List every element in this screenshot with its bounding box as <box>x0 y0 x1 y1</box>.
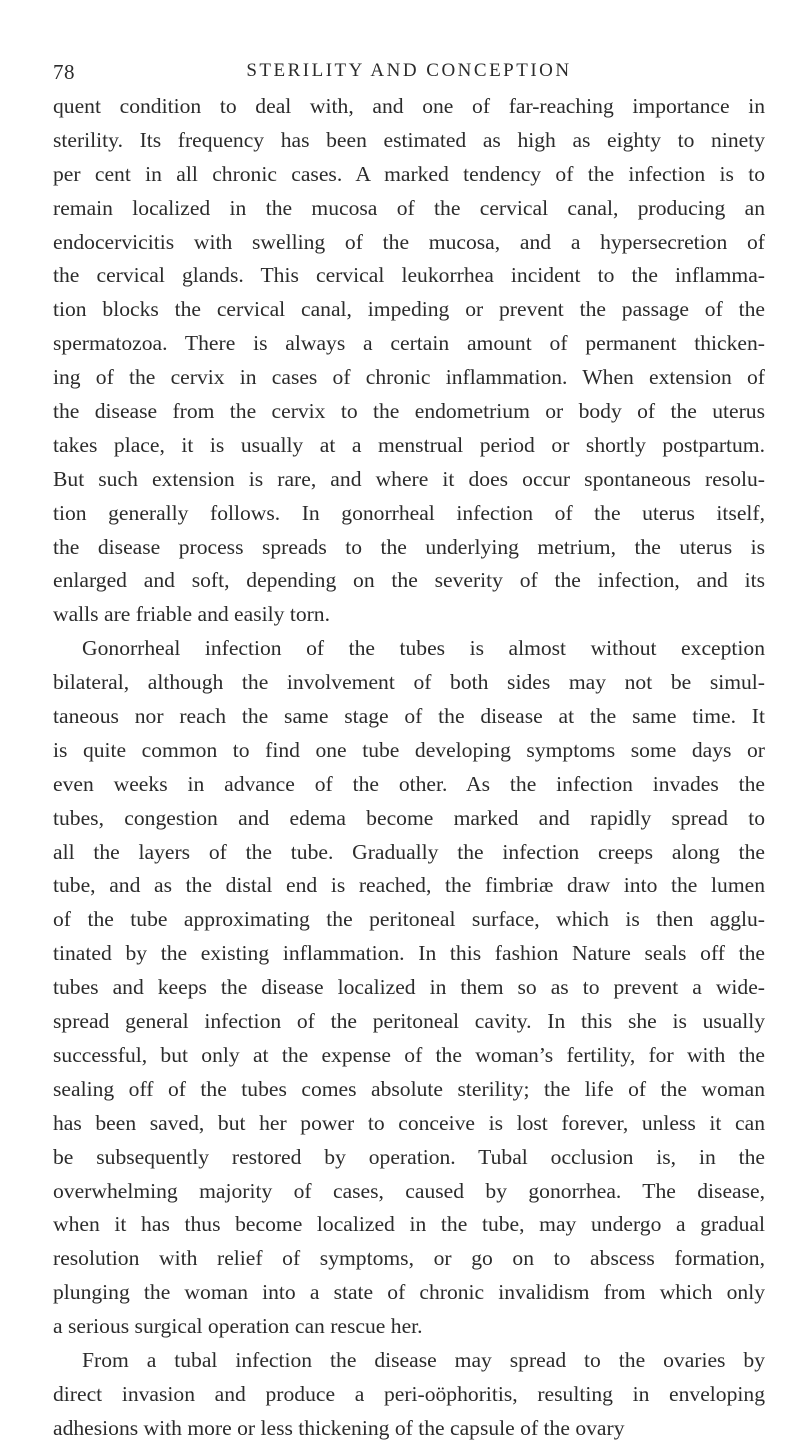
text-line: overwhelming majority of cases, caused by gonorrhea. The disease, <box>53 1178 765 1203</box>
text-line: tion generally follows. In gonorrheal infection of the uterus itself, <box>53 500 765 525</box>
text-line: the disease from the cervix to the endometrium or body of the uterus <box>53 399 765 424</box>
text-line: tinated by the existing inflammation. In this fashion Nature seals off the <box>53 941 765 966</box>
paragraph <box>53 90 765 632</box>
text-line: be subsequently restored by operation. Tubal occlusion is, in the <box>53 1144 765 1169</box>
text-line: sterility. Its frequency has been estimated as high as eighty to ninety <box>53 127 765 152</box>
text-line: the cervical glands. This cervical leukorrhea incident to the inflamma- <box>53 263 765 288</box>
text-line: tube, and as the distal end is reached, the fimbriæ draw into the lumen <box>53 873 765 898</box>
text-line: But such extension is rare, and where it does occur spontaneous resolu- <box>53 466 765 491</box>
page-header <box>53 60 765 90</box>
text-line: spread general infection of the peritoneal cavity. In this she is usually <box>53 1009 765 1034</box>
text-line: plunging the woman into a state of chronic invalidism from which only <box>53 1280 765 1305</box>
book-page <box>53 0 765 1440</box>
text-line: tubes and keeps the disease localized in them so as to prevent a wide- <box>53 975 765 1000</box>
text-line: enlarged and soft, depending on the severity of the infection, and its <box>53 568 765 593</box>
text-line: ing of the cervix in cases of chronic inflammation. When extension of <box>53 365 765 390</box>
page-number: 78 <box>53 60 75 84</box>
text-line: From a tubal infection the disease may spread to the ovaries by <box>82 1347 765 1372</box>
text-line: a serious surgical operation can rescue her. <box>53 1314 423 1339</box>
text-line: takes place, it is usually at a menstrual period or shortly postpartum. <box>53 432 765 457</box>
text-line: resolution with relief of symptoms, or go on to abscess formation, <box>53 1246 765 1271</box>
text-line: Gonorrheal infection of the tubes is almost without exception <box>82 636 765 661</box>
text-line: all the layers of the tube. Gradually the infection creeps along the <box>53 839 765 864</box>
text-line: per cent in all chronic cases. A marked tendency of the infection is to <box>53 161 765 186</box>
text-line: the disease process spreads to the underlying metrium, the uterus is <box>53 534 765 559</box>
running-head: STERILITY AND CONCEPTION <box>246 60 572 81</box>
text-line: even weeks in advance of the other. As the infection invades the <box>53 771 765 796</box>
text-line: direct invasion and produce a peri-oöphoritis, resulting in enveloping <box>53 1381 765 1406</box>
text-line: sealing off of the tubes comes absolute sterility; the life of the woman <box>53 1076 765 1101</box>
text-line: quent condition to deal with, and one of far-reaching importance in <box>53 94 765 118</box>
text-line: bilateral, although the involvement of both sides may not be simul- <box>53 670 765 695</box>
text-line: successful, but only at the expense of the woman’s fertility, for with the <box>53 1042 765 1067</box>
text-line: of the tube approximating the peritoneal surface, which is then agglu- <box>53 907 765 932</box>
text-line: taneous nor reach the same stage of the disease at the same time. It <box>53 704 765 729</box>
text-line: tion blocks the cervical canal, impeding or prevent the passage of the <box>53 297 765 322</box>
paragraph <box>53 632 765 1344</box>
text-line: has been saved, but her power to conceive is lost forever, unless it can <box>53 1110 765 1135</box>
text-line: spermatozoa. There is always a certain amount of permanent thicken- <box>53 331 765 356</box>
text-line: remain localized in the mucosa of the cervical canal, producing an <box>53 195 765 220</box>
text-line: endocervicitis with swelling of the mucosa, and a hypersecretion of <box>53 229 765 254</box>
text-line: adhesions with more or less thickening of the capsule of the ovary <box>53 1415 625 1440</box>
paragraph <box>53 1344 765 1446</box>
text-line: is quite common to find one tube developing symptoms some days or <box>53 737 765 762</box>
body-text <box>53 90 765 1446</box>
text-line: walls are friable and easily torn. <box>53 602 331 627</box>
text-line: when it has thus become localized in the tube, may undergo a gradual <box>53 1212 765 1237</box>
text-line: tubes, congestion and edema become marked and rapidly spread to <box>53 805 765 830</box>
